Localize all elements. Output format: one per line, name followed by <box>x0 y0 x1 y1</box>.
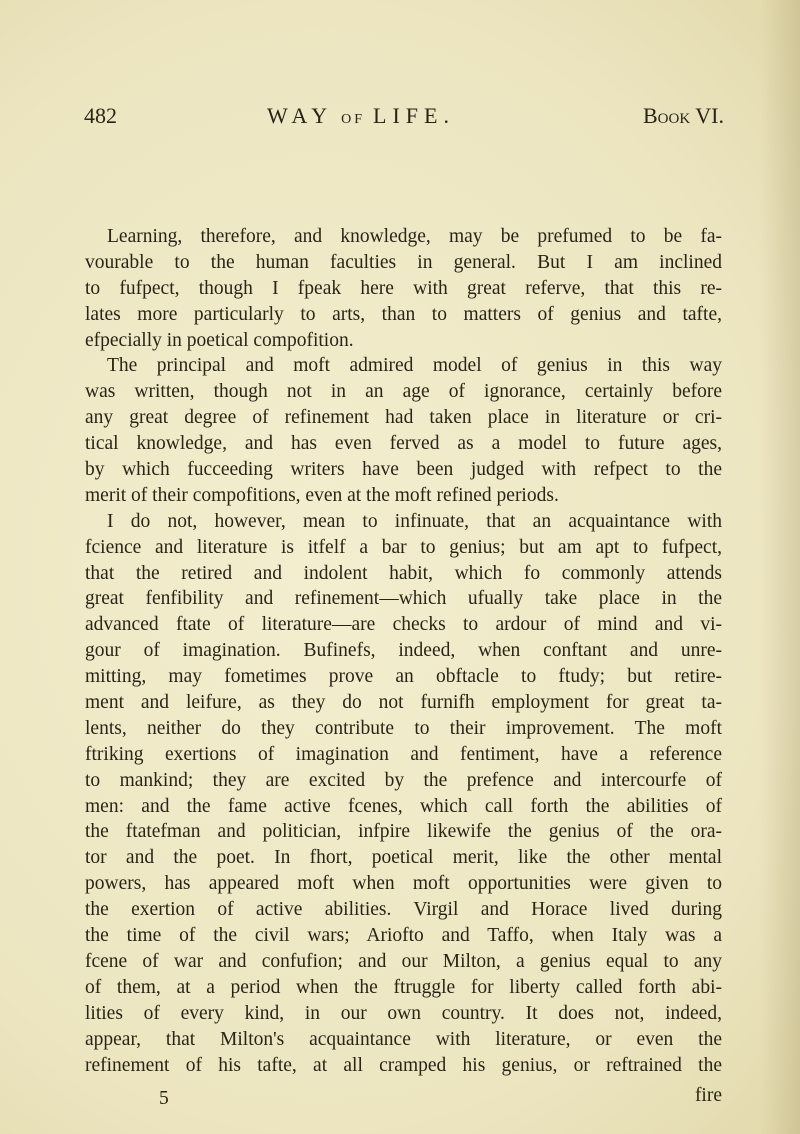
text-line: efpecially in poetical compofition. <box>85 329 354 351</box>
text-line: to mankind; they are excited by the prefence and intercourfe of <box>85 769 722 791</box>
text-line: the ftatefman and politician, infpire likewife the genius of the ora- <box>85 821 722 843</box>
body-text <box>85 224 722 1078</box>
text-line: the exertion of active abilities. Virgil and Horace lived during <box>85 899 722 921</box>
running-title-word: OF <box>341 112 365 127</box>
text-line: merit of their compofitions, even at the moft refined periods. <box>85 484 559 506</box>
running-header <box>84 101 724 131</box>
page-gutter-shadow <box>760 0 800 1134</box>
catchword: fire <box>694 1085 722 1106</box>
signature-mark: 5 <box>159 1088 169 1109</box>
text-line: I do not, however, mean to infinuate, that an acquaintance with <box>107 510 722 532</box>
text-line: appear, that Milton's acquaintance with literature, or even the <box>85 1028 722 1050</box>
text-line: vourable to the human faculties in general. But I am inclined <box>85 251 722 273</box>
text-line: lents, neither do they contribute to their improvement. The moft <box>85 717 722 739</box>
book-label: Book VI. <box>643 103 724 128</box>
text-line: any great degree of refinement had taken place in literature or cri- <box>85 407 722 429</box>
text-line: great fenfibility and refinement—which ufually take place in the <box>85 588 722 610</box>
running-title-word: WAY <box>267 103 334 128</box>
page-footer <box>85 1083 722 1109</box>
page-number: 482 <box>84 103 117 128</box>
text-line: fcience and literature is itfelf a bar to genius; but am apt to fufpect, <box>85 536 722 558</box>
text-line: that the retired and indolent habit, which fo commonly attends <box>85 562 722 584</box>
text-line: ftriking exertions of imagination and fentiment, have a reference <box>85 743 722 765</box>
running-title <box>267 101 455 135</box>
text-line: fcene of war and confufion; and our Milton, a genius equal to any <box>85 950 722 972</box>
text-line: lities of every kind, in our own country. It does not, indeed, <box>85 1002 722 1024</box>
text-line: mitting, may fometimes prove an obftacle to ftudy; but retire- <box>85 666 722 688</box>
text-line: the time of the civil wars; Ariofto and Taffo, when Italy was a <box>85 925 722 947</box>
text-line: powers, has appeared moft when moft opportunities were given to <box>85 873 722 895</box>
text-line: advanced ftate of literature—are checks to ardour of mind and vi- <box>85 614 722 636</box>
text-line: tor and the poet. In fhort, poetical merit, like the other mental <box>85 847 722 869</box>
text-line: gour of imagination. Bufinefs, indeed, when conftant and unre- <box>85 640 722 662</box>
running-title-word: LIFE. <box>373 103 455 128</box>
text-line: lates more particularly to arts, than to matters of genius and tafte, <box>85 303 722 325</box>
text-line: tical knowledge, and has even ferved as a model to future ages, <box>85 433 722 455</box>
text-line: The principal and moft admired model of genius in this way <box>107 355 722 377</box>
text-line: refinement of his tafte, at all cramped his genius, or reftrained the <box>85 1054 722 1076</box>
text-line: by which fucceeding writers have been judged with refpect to the <box>85 459 722 481</box>
text-line: men: and the fame active fcenes, which call forth the abilities of <box>85 795 722 817</box>
text-line: to fufpect, though I fpeak here with great referve, that this re- <box>85 277 722 299</box>
text-line: was written, though not in an age of ignorance, certainly before <box>85 381 722 403</box>
text-line: of them, at a period when the ftruggle for liberty called forth abi- <box>85 976 722 998</box>
text-line: ment and leifure, as they do not furnifh employment for great ta- <box>85 692 722 714</box>
text-line: Learning, therefore, and knowledge, may be prefumed to be fa- <box>107 226 722 247</box>
